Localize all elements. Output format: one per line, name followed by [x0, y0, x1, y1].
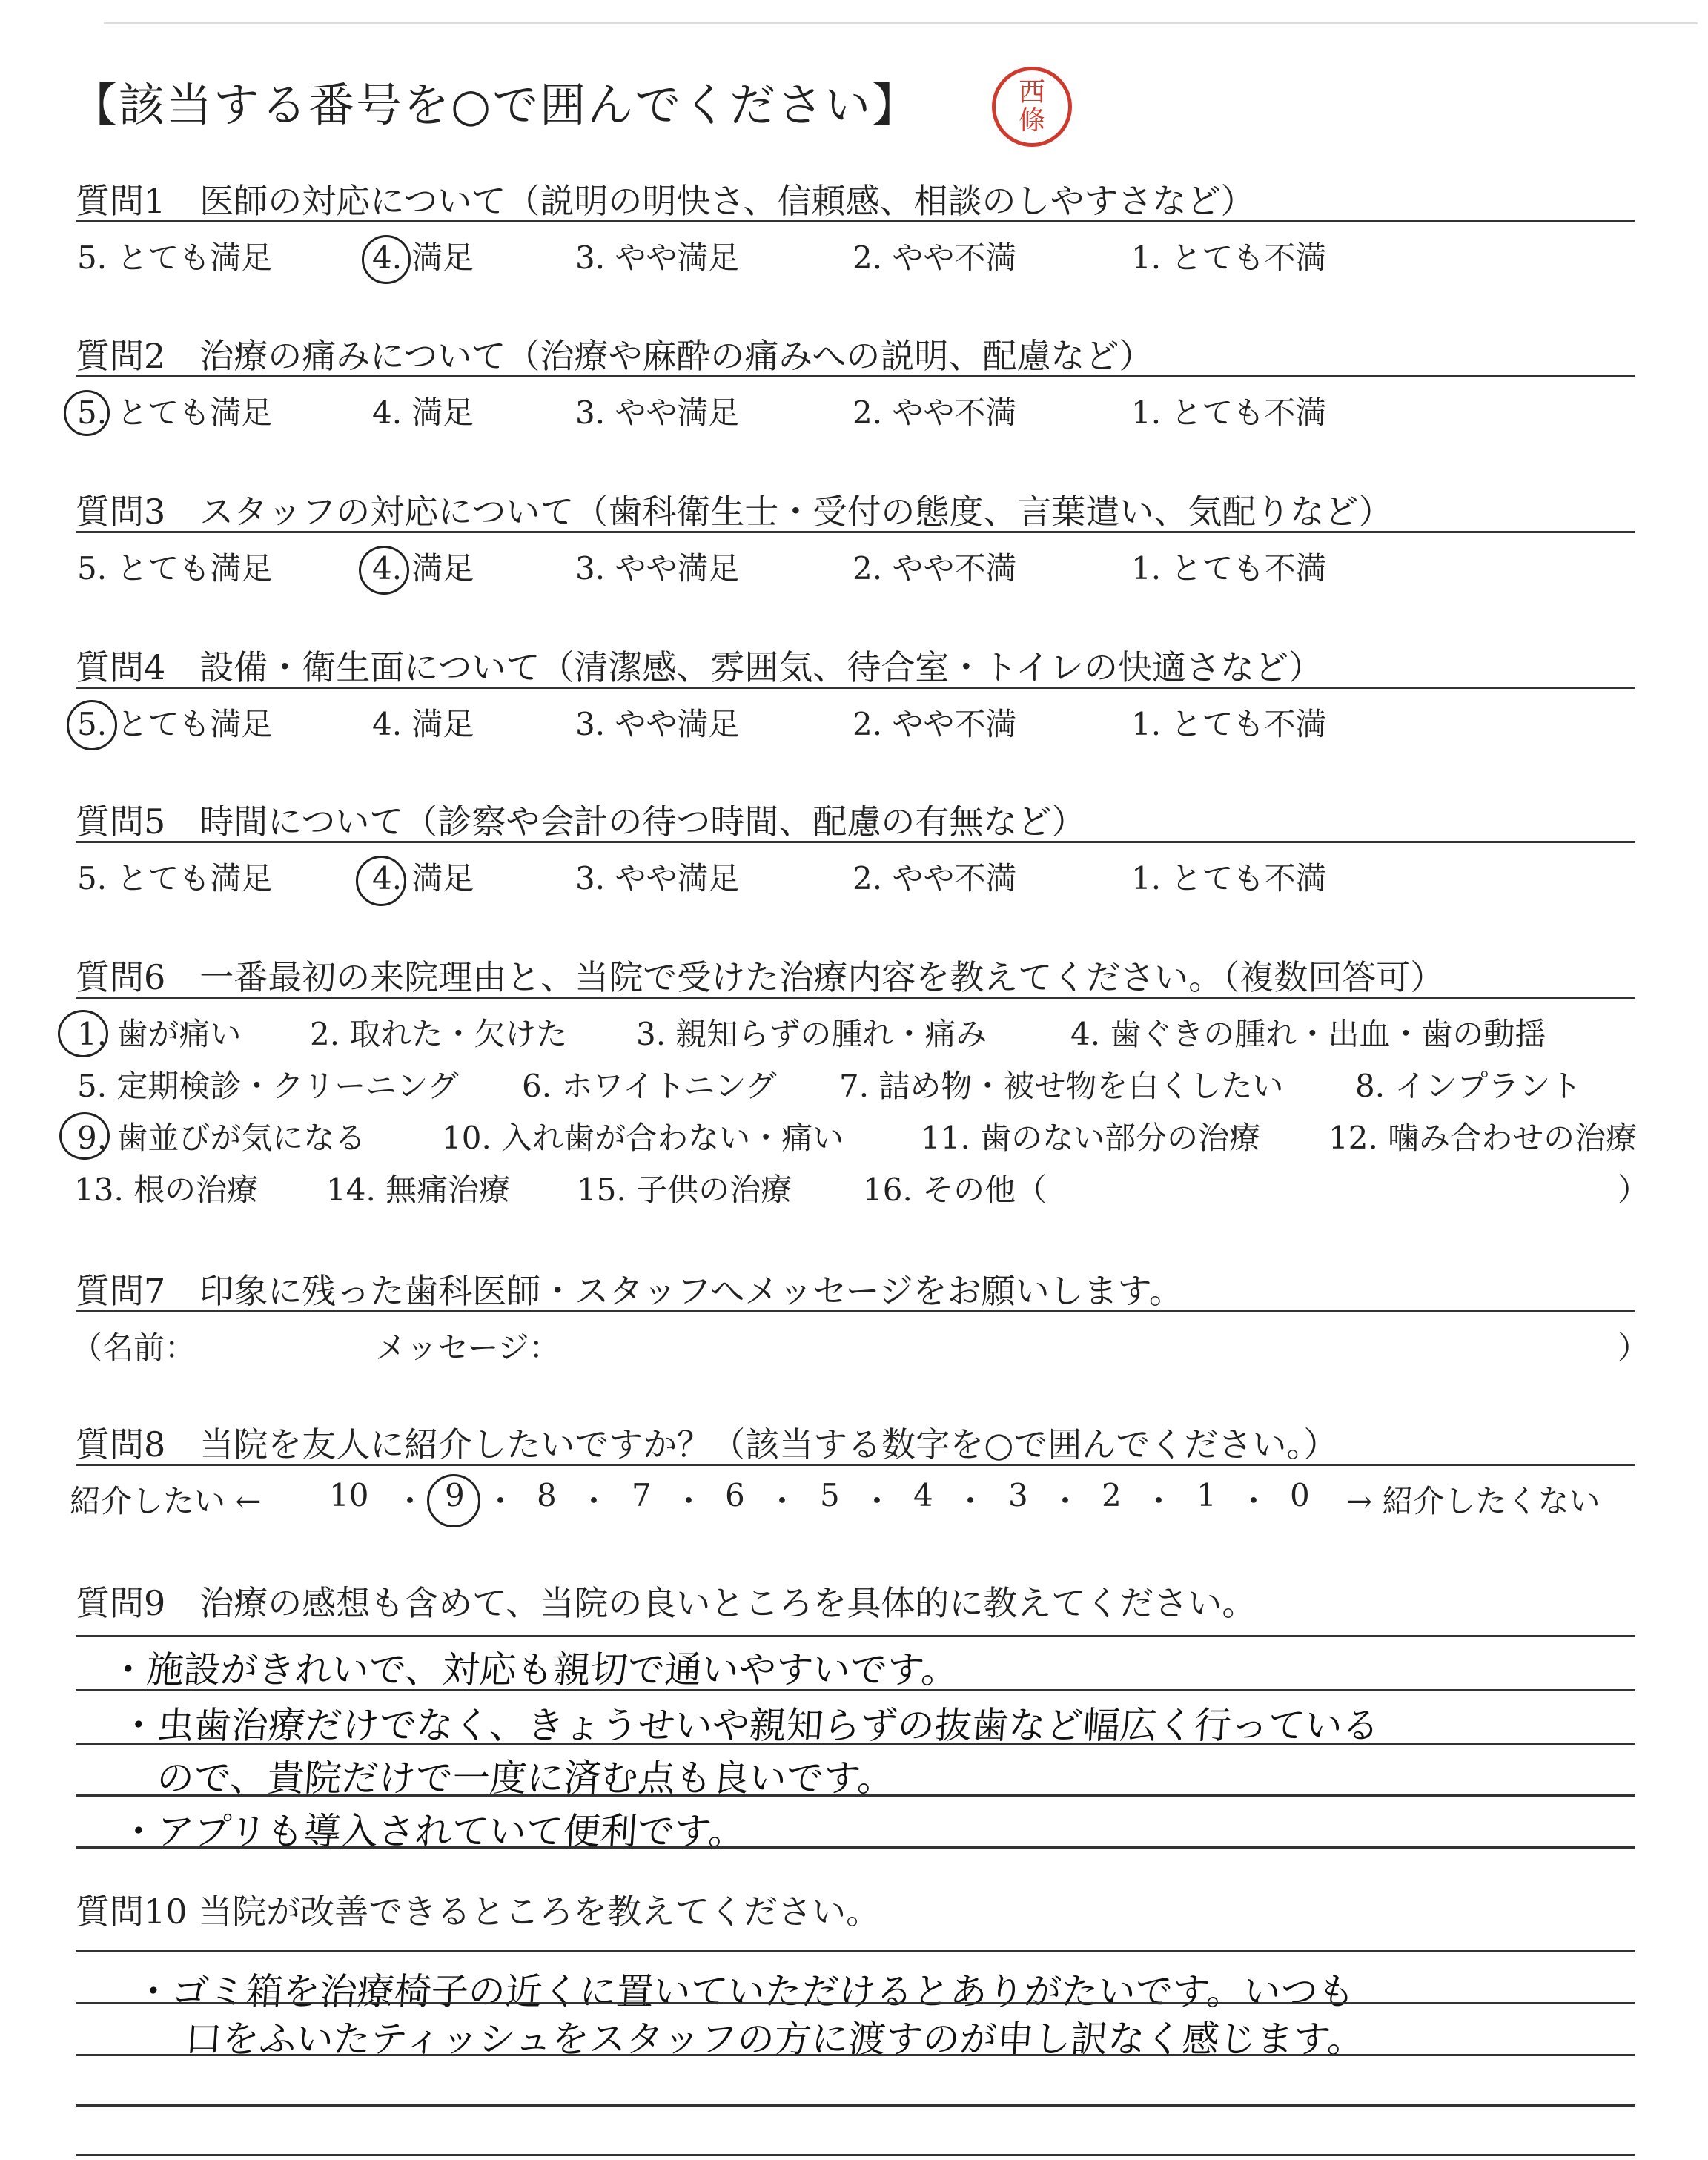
scale-sep: ・	[394, 1483, 426, 1519]
answer-text: ・虫歯治療だけでなく、きょうせいや親知らずの抜歯など幅広く行っている	[118, 1704, 1381, 1747]
option-1[interactable]: 1. とても不満	[1131, 860, 1327, 896]
option-1[interactable]: 1. とても不満	[1131, 550, 1327, 587]
q6-option-8[interactable]: 8. インプラント	[1355, 1068, 1582, 1104]
option-3[interactable]: 3. やや満足	[575, 240, 740, 276]
scale-sep: ・	[1050, 1483, 1082, 1519]
question-title: 質問3 スタッフの対応について（歯科衛生士・受付の態度、言葉遣い、気配りなど）	[76, 492, 1393, 532]
stamp-char-2: 條	[1018, 105, 1045, 136]
option-1[interactable]: 1. とても不満	[1131, 706, 1327, 742]
scale-sep: ・	[485, 1483, 517, 1519]
selection-circle	[362, 235, 411, 284]
scale-9[interactable]: 9	[445, 1477, 465, 1513]
answer-line	[76, 1950, 1635, 1952]
question-title: 質問5 時間について（診察や会計の待つ時間、配慮の有無など）	[76, 802, 1086, 842]
q6-option-14[interactable]: 14. 無痛治療	[326, 1172, 511, 1208]
q6-option-16[interactable]: 16. その他（	[863, 1172, 1047, 1208]
option-4[interactable]: 4. 満足	[372, 240, 474, 276]
scale-10[interactable]: 10	[329, 1477, 369, 1513]
q6-option-5[interactable]: 5. 定期検診・クリーニング	[77, 1068, 459, 1104]
scale-3[interactable]: 3	[1008, 1477, 1028, 1513]
q6-option-15[interactable]: 15. 子供の治療	[577, 1172, 792, 1208]
rule-line	[76, 220, 1635, 222]
option-4[interactable]: 4. 満足	[372, 860, 474, 896]
option-5[interactable]: 5. とても満足	[77, 240, 273, 276]
answer-text: ・施設がきれいで、対応も親切で通いやすいです。	[107, 1648, 960, 1691]
option-4[interactable]: 4. 満足	[372, 550, 474, 587]
answer-text: ・アプリも導入されていて便利です。	[118, 1810, 747, 1853]
answer-line	[76, 1635, 1635, 1637]
scale-sep: ・	[767, 1483, 798, 1519]
rule-line	[76, 1464, 1635, 1466]
answer-line	[76, 2104, 1635, 2107]
answer-line	[76, 1794, 1635, 1797]
stamp-char-1: 西	[1018, 77, 1045, 108]
answer-line	[76, 1689, 1635, 1691]
scale-8[interactable]: 8	[537, 1477, 557, 1513]
q6-other-close: ）	[1618, 1172, 1649, 1208]
question-title: 質問1 医師の対応について（説明の明快さ、信頼感、相談のしやすさなど）	[76, 181, 1255, 221]
scale-4[interactable]: 4	[913, 1477, 933, 1513]
rule-line	[76, 531, 1635, 533]
recommend-left-label: 紹介したい ←	[70, 1483, 262, 1519]
q6-option-6[interactable]: 6. ホワイトニング	[522, 1068, 777, 1104]
option-5[interactable]: 5. とても満足	[77, 860, 273, 896]
answer-line	[76, 1846, 1635, 1849]
answer-line	[76, 2002, 1635, 2004]
scale-sep: ・	[1238, 1483, 1270, 1519]
option-4[interactable]: 4. 満足	[372, 394, 474, 431]
scale-0[interactable]: 0	[1290, 1477, 1310, 1513]
answer-text: ので、貴院だけで一度に済む点も良いです。	[155, 1757, 896, 1800]
top-border-line	[104, 22, 1698, 24]
rule-line	[76, 687, 1635, 689]
selection-circle	[64, 390, 110, 436]
answer-text: 口をふいたティッシュをスタッフの方に渡すのが申し訳なく感じます。	[183, 2018, 1366, 2061]
scale-sep: ・	[673, 1483, 705, 1519]
option-5[interactable]: 5. とても満足	[77, 706, 273, 742]
q6-option-7[interactable]: 7. 詰め物・被せ物を白くしたい	[839, 1068, 1284, 1104]
q6-option-13[interactable]: 13. 根の治療	[74, 1172, 259, 1208]
option-2[interactable]: 2. やや不満	[853, 550, 1017, 587]
option-3[interactable]: 3. やや満足	[575, 860, 740, 896]
option-2[interactable]: 2. やや不満	[853, 860, 1017, 896]
scale-sep: ・	[955, 1483, 987, 1519]
name-label: （名前：	[71, 1330, 196, 1366]
scale-5[interactable]: 5	[820, 1477, 840, 1513]
option-3[interactable]: 3. やや満足	[575, 706, 740, 742]
selection-circle	[58, 1010, 108, 1057]
option-2[interactable]: 2. やや不満	[853, 394, 1017, 431]
option-1[interactable]: 1. とても不満	[1131, 394, 1327, 431]
scale-6[interactable]: 6	[725, 1477, 745, 1513]
option-3[interactable]: 3. やや満足	[575, 394, 740, 431]
scale-1[interactable]: 1	[1196, 1477, 1217, 1513]
scale-sep: ・	[578, 1483, 610, 1519]
option-1[interactable]: 1. とても不満	[1131, 240, 1327, 276]
rule-line	[76, 997, 1635, 999]
selection-circle	[359, 546, 409, 595]
scale-2[interactable]: 2	[1102, 1477, 1122, 1513]
page-title: 【該当する番号を○で囲んでください】	[71, 78, 920, 132]
hanko-stamp	[992, 67, 1072, 147]
question-title: 質問9 治療の感想も含めて、当院の良いところを具体的に教えてください。	[76, 1583, 1257, 1623]
scale-sep: ・	[1143, 1483, 1175, 1519]
selection-circle	[59, 1112, 110, 1160]
question-title: 質問6 一番最初の来院理由と、当院で受けた治療内容を教えてください。（複数回答可）	[76, 957, 1445, 997]
option-5[interactable]: 5. とても満足	[77, 394, 273, 431]
answer-line	[76, 1743, 1635, 1745]
selection-circle	[427, 1474, 480, 1527]
rule-line	[76, 1310, 1635, 1312]
selection-circle	[67, 700, 117, 750]
q6-option-2[interactable]: 2. 取れた・欠けた	[310, 1016, 568, 1052]
rule-line	[76, 841, 1635, 843]
q6-option-10[interactable]: 10. 入れ歯が合わない・痛い	[442, 1120, 844, 1156]
option-2[interactable]: 2. やや不満	[853, 706, 1017, 742]
message-close: ）	[1618, 1330, 1649, 1366]
q6-option-3[interactable]: 3. 親知らずの腫れ・痛み	[636, 1016, 987, 1052]
message-label: メッセージ：	[375, 1330, 560, 1366]
q6-option-4[interactable]: 4. 歯ぐきの腫れ・出血・歯の動揺	[1070, 1016, 1546, 1052]
question-title: 質問10 当院が改善できるところを教えてください。	[76, 1892, 881, 1932]
answer-line	[76, 2054, 1635, 2056]
selection-circle	[356, 856, 406, 906]
q6-option-11[interactable]: 11. 歯のない部分の治療	[921, 1120, 1261, 1156]
scale-sep: ・	[861, 1483, 893, 1519]
rule-line	[76, 375, 1635, 377]
recommend-right-label: → 紹介したくない	[1346, 1483, 1601, 1519]
question-title: 質問4 設備・衛生面について（清潔感、雰囲気、待合室・トイレの快適さなど）	[76, 647, 1323, 687]
answer-text: ・ゴミ箱を治療椅子の近くに置いていただけるとありがたいです。いつも	[133, 1970, 1357, 2013]
q6-option-1[interactable]: 1. 歯が痛い	[77, 1016, 242, 1052]
question-title: 質問8 当院を友人に紹介したいですか？（該当する数字を○で囲んでください。）	[76, 1424, 1338, 1464]
q6-option-12[interactable]: 12. 噛み合わせの治療	[1328, 1120, 1638, 1156]
option-3[interactable]: 3. やや満足	[575, 550, 740, 587]
option-2[interactable]: 2. やや不満	[853, 240, 1017, 276]
option-4[interactable]: 4. 満足	[372, 706, 474, 742]
answer-line	[76, 2154, 1635, 2156]
question-title: 質問7 印象に残った歯科医師・スタッフへメッセージをお願いします。	[76, 1271, 1183, 1311]
question-title: 質問2 治療の痛みについて（治療や麻酔の痛みへの説明、配慮など）	[76, 336, 1153, 376]
scale-7[interactable]: 7	[632, 1477, 652, 1513]
q6-option-9[interactable]: 9. 歯並びが気になる	[77, 1120, 366, 1156]
option-5[interactable]: 5. とても満足	[77, 550, 273, 587]
